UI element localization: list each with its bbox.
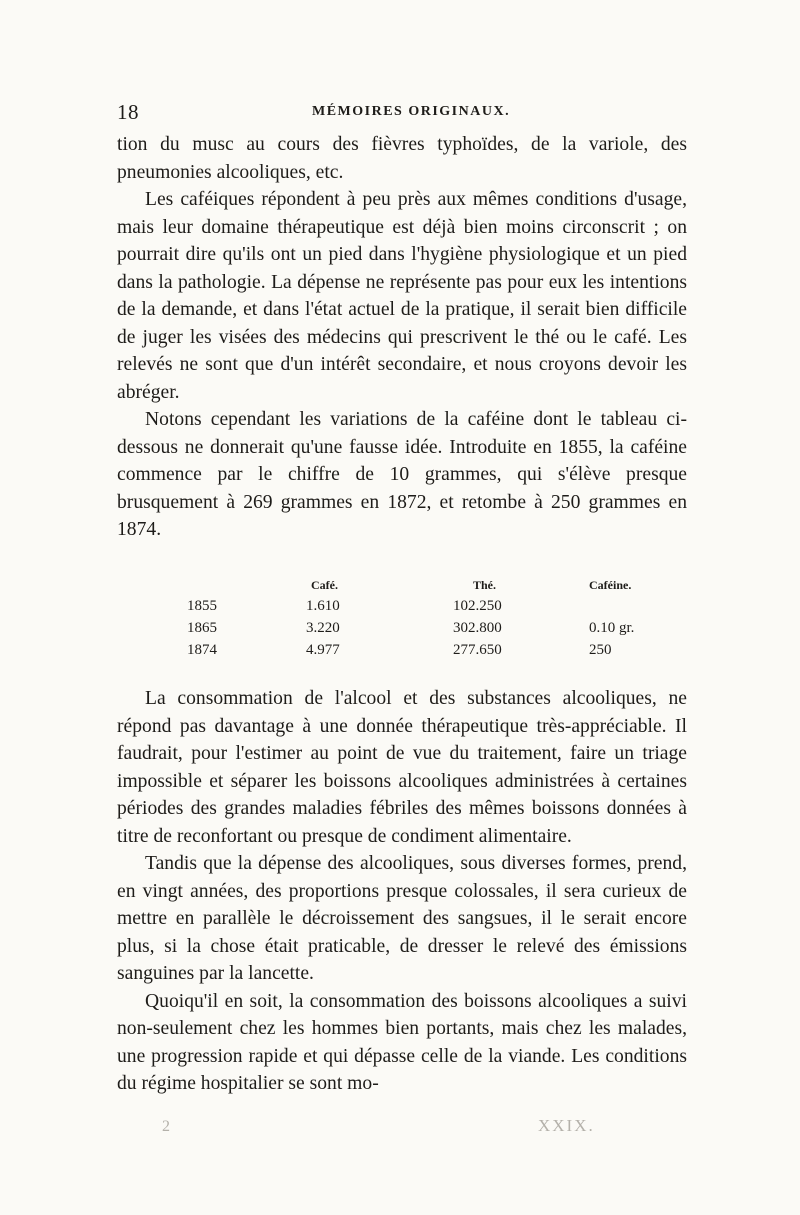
paragraph-alcool: La consommation de l'alcool et des substances alcooliques, ne répond pas davantage à une donnée thérapeutique très-appréciable. Il faudrait, pour l'estimer au point de vue du traitement, faire un triage impossible et séparer les boissons alcooliques administrées à certaines périodes des grandes maladies fébriles des mêmes boissons données à titre de reconfortant ou presque de condiment alimentaire. [117, 688, 687, 847]
column-header-cafe: Café. [311, 578, 338, 592]
cell-the: 277.650 [453, 642, 502, 658]
table-row [117, 642, 687, 664]
cell-cafe: 1.610 [306, 598, 340, 614]
table-header-row [117, 578, 687, 598]
body-text-bottom [117, 685, 687, 1098]
cell-cafe: 3.220 [306, 620, 340, 636]
paragraph-cafeiques: Les caféiques répondent à peu près aux mêmes conditions d'usage, mais leur domaine thérapeutique est déjà bien moins circonscrit ; on pourrait dire qu'ils ont un pied dans l'hygiène physiologique et un pied dans la pathologie. La dépense ne représente pas pour eux les intentions de la demande, et dans l'état actuel de la pratique, il serait bien difficile de juger les visées des médecins qui prescrivent le thé ou le café. Les relevés ne sont que d'un intérêt secondaire, et nous croyons devoir les abréger. [117, 189, 687, 403]
signature-mark: XXIX. [538, 1116, 595, 1135]
cell-the: 102.250 [453, 598, 502, 614]
column-header-cafeine: Caféine. [589, 578, 632, 592]
paragraph-sangsues: Tandis que la dépense des alcooliques, sous diverses formes, prend, en vingt années, des proportions presque colossales, il sera curieux de mettre en parallèle le décroissement des sangsues, il le serait encore plus, si la chose était praticable, de dresser le relevé des émissions sanguines par la lancette. [117, 853, 687, 984]
footer-left-mark: 2 [162, 1118, 170, 1135]
table-row [117, 620, 687, 642]
cell-cafe: 4.977 [306, 642, 340, 658]
running-title: MÉMOIRES ORIGINAUX. [312, 104, 511, 119]
consumption-table [117, 578, 687, 664]
page-header [117, 100, 677, 124]
row-year: 1874 [187, 642, 217, 658]
cell-cafeine: 0.10 gr. [589, 620, 635, 636]
page-number: 18 [117, 100, 139, 124]
row-year: 1865 [187, 620, 217, 636]
table-row [117, 598, 687, 620]
cell-cafeine: 250 [589, 642, 612, 658]
paragraph-continuation: tion du musc au cours des fièvres typhoïdes, de la variole, des pneumonies alcooliques, etc. [117, 134, 687, 183]
cell-the: 302.800 [453, 620, 502, 636]
paragraph-cafeine: Notons cependant les variations de la caféine dont le tableau ci-dessous ne donnerait qu'une fausse idée. Introduite en 1855, la caféine commence par le chiffre de 10 grammes, qui s'élève presque brusquement à 269 grammes en 1872, et retombe à 250 grammes en 1874. [117, 409, 687, 540]
paragraph-boissons: Quoiqu'il en soit, la consommation des boissons alcooliques a suivi non-seulement chez les hommes bien portants, mais chez les malades, une progression rapide et qui dépasse celle de la viande. Les conditions du régime hospitalier se sont mo- [117, 990, 687, 1094]
body-text-top [117, 131, 687, 544]
row-year: 1855 [187, 598, 217, 614]
column-header-the: Thé. [473, 578, 497, 592]
